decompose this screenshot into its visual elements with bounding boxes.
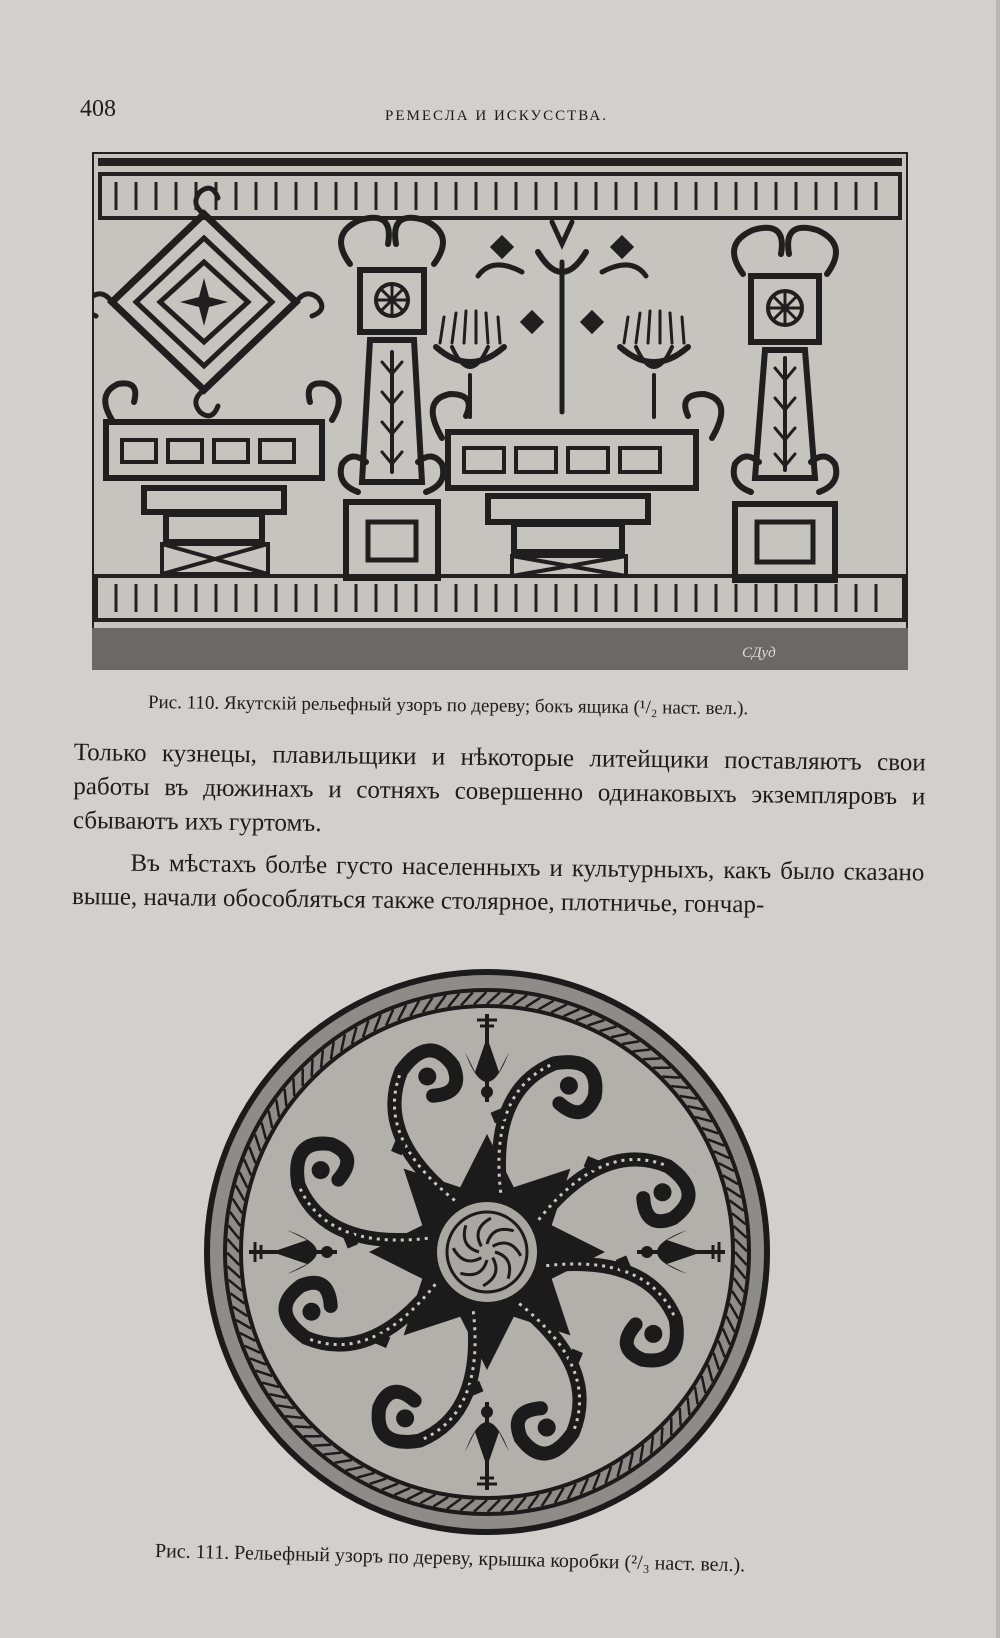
figure-111-illustration [200, 965, 775, 1540]
page-edge [996, 0, 1000, 1638]
figure-110-carved-box-side [92, 152, 908, 670]
running-head: РЕМЕСЛА И ИСКУССТВА. [385, 108, 608, 124]
artist-signature: СДуд [742, 645, 776, 661]
figure-111-caption: Рис. 111. Рельефный узоръ по дереву, крышка коробки (²/₃ наст. вел.). [154, 1540, 746, 1577]
paragraph-2: Въ мѣстахъ болѣе густо населенныхъ и культурныхъ, какъ было сказано выше, начали обособляться также столярное, плотничье, гончар- [71, 849, 925, 919]
page-number: 408 [80, 96, 116, 122]
figure-111-carved-lid [200, 965, 775, 1540]
figure-110-illustration [92, 152, 908, 670]
paragraph-1: Только кузнецы, плавильщики и нѣкоторые литейщики поставляютъ свои работы въ дюжинахъ и сотняхъ совершенно одинаковыхъ экземпляровъ и сбываютъ ихъ гуртомъ. [72, 738, 926, 838]
body-text [72, 736, 926, 924]
figure-110-caption: Рис. 110. Якутскій рельефный узоръ по дереву; бокъ ящика (¹/₂ наст. вел.). [147, 692, 749, 720]
